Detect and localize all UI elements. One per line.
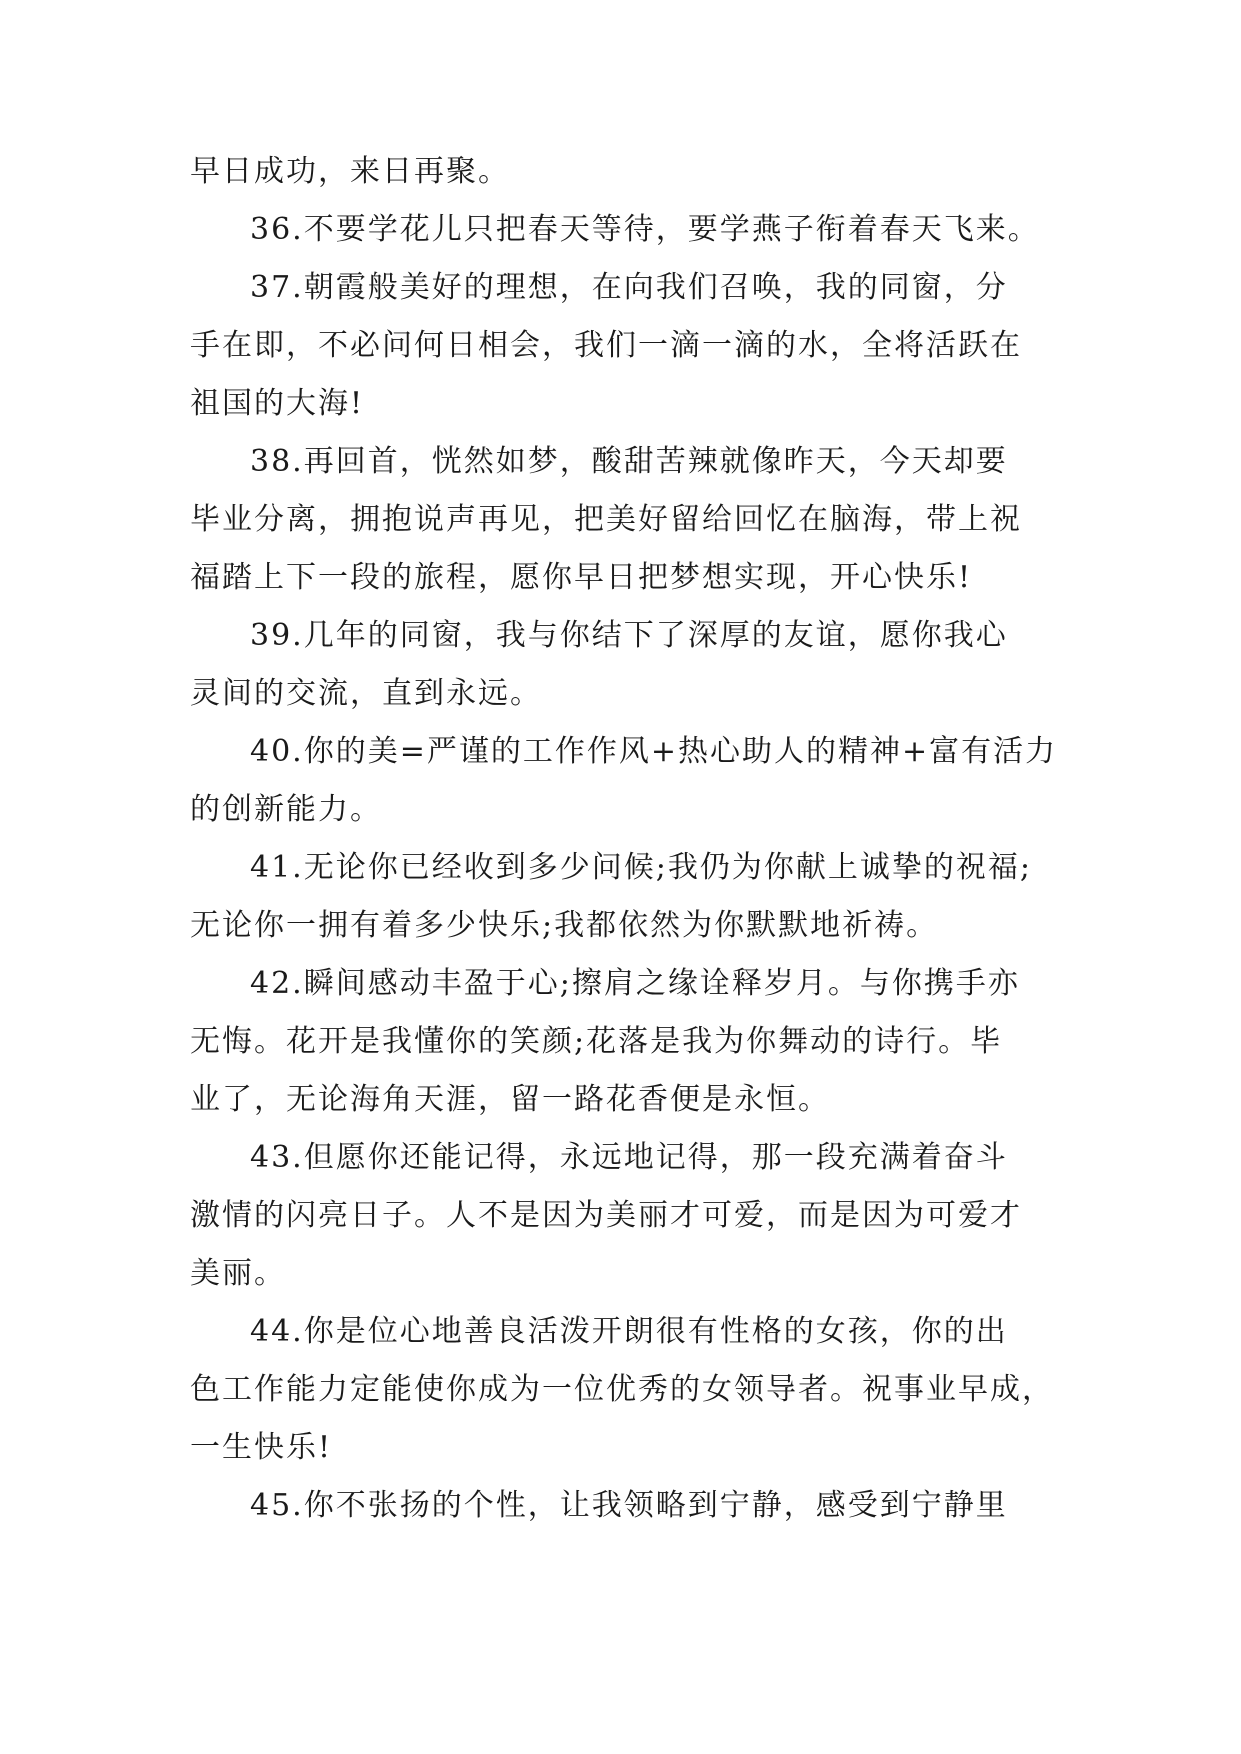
text-line: 无悔。花开是我懂你的笑颜;花落是我为你舞动的诗行。毕 <box>190 1024 1003 1059</box>
text-line: 福踏上下一段的旅程，愿你早日把梦想实现，开心快乐! <box>190 560 973 595</box>
text-line: 一生快乐! <box>190 1430 333 1465</box>
text-line: 早日成功，来日再聚。 <box>190 154 510 189</box>
text-line: 业了，无论海角天涯，留一路花香便是永恒。 <box>190 1082 830 1117</box>
item-43-line: 43.但愿你还能记得，永远地记得，那一段充满着奋斗 <box>250 1140 1008 1175</box>
text-line: 灵间的交流，直到永远。 <box>190 676 542 711</box>
text-line: 的创新能力。 <box>190 792 382 827</box>
text-line: 无论你一拥有着多少快乐;我都依然为你默默地祈祷。 <box>190 908 939 943</box>
item-38-line: 38.再回首，恍然如梦，酸甜苦辣就像昨天，今天却要 <box>250 444 1008 479</box>
text-line: 美丽。 <box>190 1256 286 1291</box>
item-40-line: 40.你的美=严谨的工作作风+热心助人的精神+富有活力 <box>250 734 1058 769</box>
item-44-line: 44.你是位心地善良活泼开朗很有性格的女孩，你的出 <box>250 1314 1008 1349</box>
item-41-line: 41.无论你已经收到多少问候;我仍为你献上诚挚的祝福; <box>250 850 1032 885</box>
text-line: 祖国的大海! <box>190 386 365 421</box>
text-line: 色工作能力定能使你成为一位优秀的女领导者。祝事业早成， <box>190 1372 1054 1407</box>
item-42-line: 42.瞬间感动丰盈于心;擦肩之缘诠释岁月。与你携手亦 <box>250 966 1020 1001</box>
text-line: 手在即，不必问何日相会，我们一滴一滴的水，全将活跃在 <box>190 328 1022 363</box>
document-body <box>190 152 1070 1544</box>
item-36-line: 36.不要学花儿只把春天等待，要学燕子衔着春天飞来。 <box>250 212 1040 247</box>
text-line: 激情的闪亮日子。人不是因为美丽才可爱，而是因为可爱才 <box>190 1198 1022 1233</box>
item-39-line: 39.几年的同窗，我与你结下了深厚的友谊，愿你我心 <box>250 618 1008 653</box>
text-line: 毕业分离，拥抱说声再见，把美好留给回忆在脑海，带上祝 <box>190 502 1022 537</box>
item-45-line: 45.你不张扬的个性，让我领略到宁静，感受到宁静里 <box>250 1488 1008 1523</box>
item-37-line: 37.朝霞般美好的理想，在向我们召唤，我的同窗，分 <box>250 270 1008 305</box>
